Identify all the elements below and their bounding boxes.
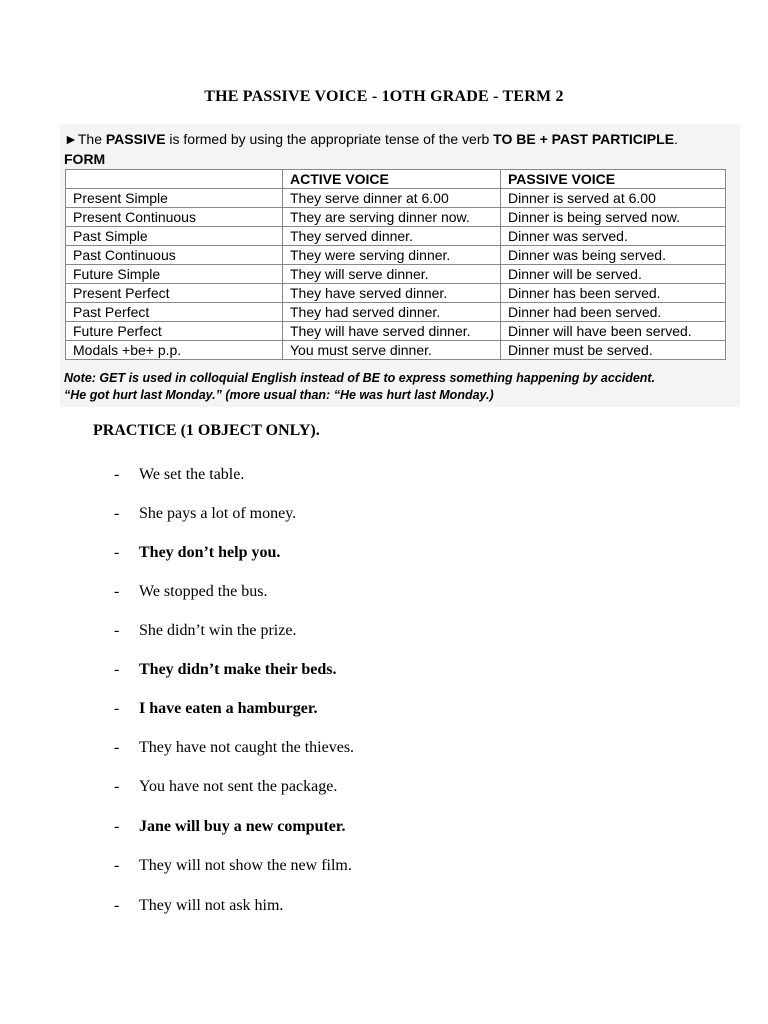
table-row [66, 189, 726, 208]
exercise-text: Jane will buy a new computer. [139, 818, 346, 835]
dash-bullet: - [114, 583, 120, 600]
tense-cell: Present Perfect [66, 284, 283, 303]
exercise-text: We stopped the bus. [139, 583, 268, 600]
active-cell: They will have served dinner. [283, 322, 501, 341]
active-cell: They were serving dinner. [283, 246, 501, 265]
active-cell: They serve dinner at 6.00 [283, 189, 501, 208]
table-row [66, 208, 726, 227]
tense-cell: Present Simple [66, 189, 283, 208]
table-row [66, 265, 726, 284]
active-cell: They had served dinner. [283, 303, 501, 322]
header-passive-voice: PASSIVE VOICE [501, 170, 726, 189]
intro-text [64, 131, 678, 147]
exercise-item [114, 583, 267, 601]
tense-cell: Past Perfect [66, 303, 283, 322]
dash-bullet: - [114, 700, 120, 717]
tense-cell: Past Simple [66, 227, 283, 246]
exercise-text: They have not caught the thieves. [139, 739, 355, 756]
exercise-item [114, 466, 244, 484]
tense-cell: Modals +be+ p.p. [66, 341, 283, 360]
exercise-item [114, 622, 296, 640]
dash-bullet: - [114, 544, 120, 561]
active-cell: They are serving dinner now. [283, 208, 501, 227]
active-cell: You must serve dinner. [283, 341, 501, 360]
dash-bullet: - [114, 818, 120, 835]
exercise-text: They will not ask him. [139, 897, 284, 914]
practice-title: PRACTICE (1 OBJECT ONLY). [93, 422, 320, 439]
note [64, 370, 655, 404]
passive-cell: Dinner was served. [501, 227, 726, 246]
passive-cell: Dinner has been served. [501, 284, 726, 303]
tense-cell: Future Simple [66, 265, 283, 284]
exercise-text: They will not show the new film. [139, 857, 352, 874]
exercise-item [114, 700, 318, 718]
exercise-text: We set the table. [139, 466, 245, 483]
exercise-item [114, 897, 283, 915]
active-cell: They have served dinner. [283, 284, 501, 303]
dash-bullet: - [114, 739, 120, 756]
intro-text-3: . [674, 131, 678, 147]
dash-bullet: - [114, 622, 120, 639]
page-title: THE PASSIVE VOICE - 1OTH GRADE - TERM 2 [204, 88, 564, 105]
tense-cell: Future Perfect [66, 322, 283, 341]
table-row [66, 303, 726, 322]
exercise-item [114, 544, 280, 562]
arrow-icon: ► [64, 131, 78, 147]
intro-bold-2: TO BE + PAST PARTICIPLE [493, 131, 675, 147]
grammar-table [65, 169, 726, 360]
exercise-text: They don’t help you. [139, 544, 281, 561]
dash-bullet: - [114, 505, 120, 522]
table-row [66, 322, 726, 341]
passive-cell: Dinner will have been served. [501, 322, 726, 341]
table-row [66, 284, 726, 303]
table-header-row [66, 170, 726, 189]
exercise-item [114, 778, 337, 796]
dash-bullet: - [114, 661, 120, 678]
exercise-item [114, 739, 354, 757]
passive-cell: Dinner must be served. [501, 341, 726, 360]
note-line-2: “He got hurt last Monday.” (more usual than: “He was hurt last Monday.) [64, 388, 494, 402]
intro-text-1: The [77, 131, 106, 147]
exercise-item [114, 857, 352, 875]
active-cell: They will serve dinner. [283, 265, 501, 284]
exercise-text: She pays a lot of money. [139, 505, 297, 522]
exercise-item [114, 505, 296, 523]
dash-bullet: - [114, 857, 120, 874]
exercise-item [114, 661, 337, 679]
intro-bold-1: PASSIVE [105, 131, 166, 147]
exercise-text: They didn’t make their beds. [139, 661, 337, 678]
passive-cell: Dinner had been served. [501, 303, 726, 322]
tense-cell: Past Continuous [66, 246, 283, 265]
passive-cell: Dinner was being served. [501, 246, 726, 265]
dash-bullet: - [114, 897, 120, 914]
header-active-voice: ACTIVE VOICE [283, 170, 501, 189]
exercise-text: She didn’t win the prize. [139, 622, 297, 639]
passive-cell: Dinner will be served. [501, 265, 726, 284]
table-row [66, 246, 726, 265]
table-row [66, 227, 726, 246]
dash-bullet: - [114, 778, 120, 795]
tense-cell: Present Continuous [66, 208, 283, 227]
passive-cell: Dinner is being served now. [501, 208, 726, 227]
exercise-item [114, 818, 346, 836]
table-row [66, 341, 726, 360]
note-line-1: Note: GET is used in colloquial English instead of BE to express something happening by accident. [64, 371, 656, 385]
intro-text-2: is formed by using the appropriate tense of the verb [165, 131, 494, 147]
active-cell: They served dinner. [283, 227, 501, 246]
passive-cell: Dinner is served at 6.00 [501, 189, 726, 208]
exercise-text: You have not sent the package. [139, 778, 338, 795]
header-tense [66, 170, 283, 189]
dash-bullet: - [114, 466, 120, 483]
exercise-text: I have eaten a hamburger. [139, 700, 318, 717]
form-label: FORM [64, 151, 106, 167]
